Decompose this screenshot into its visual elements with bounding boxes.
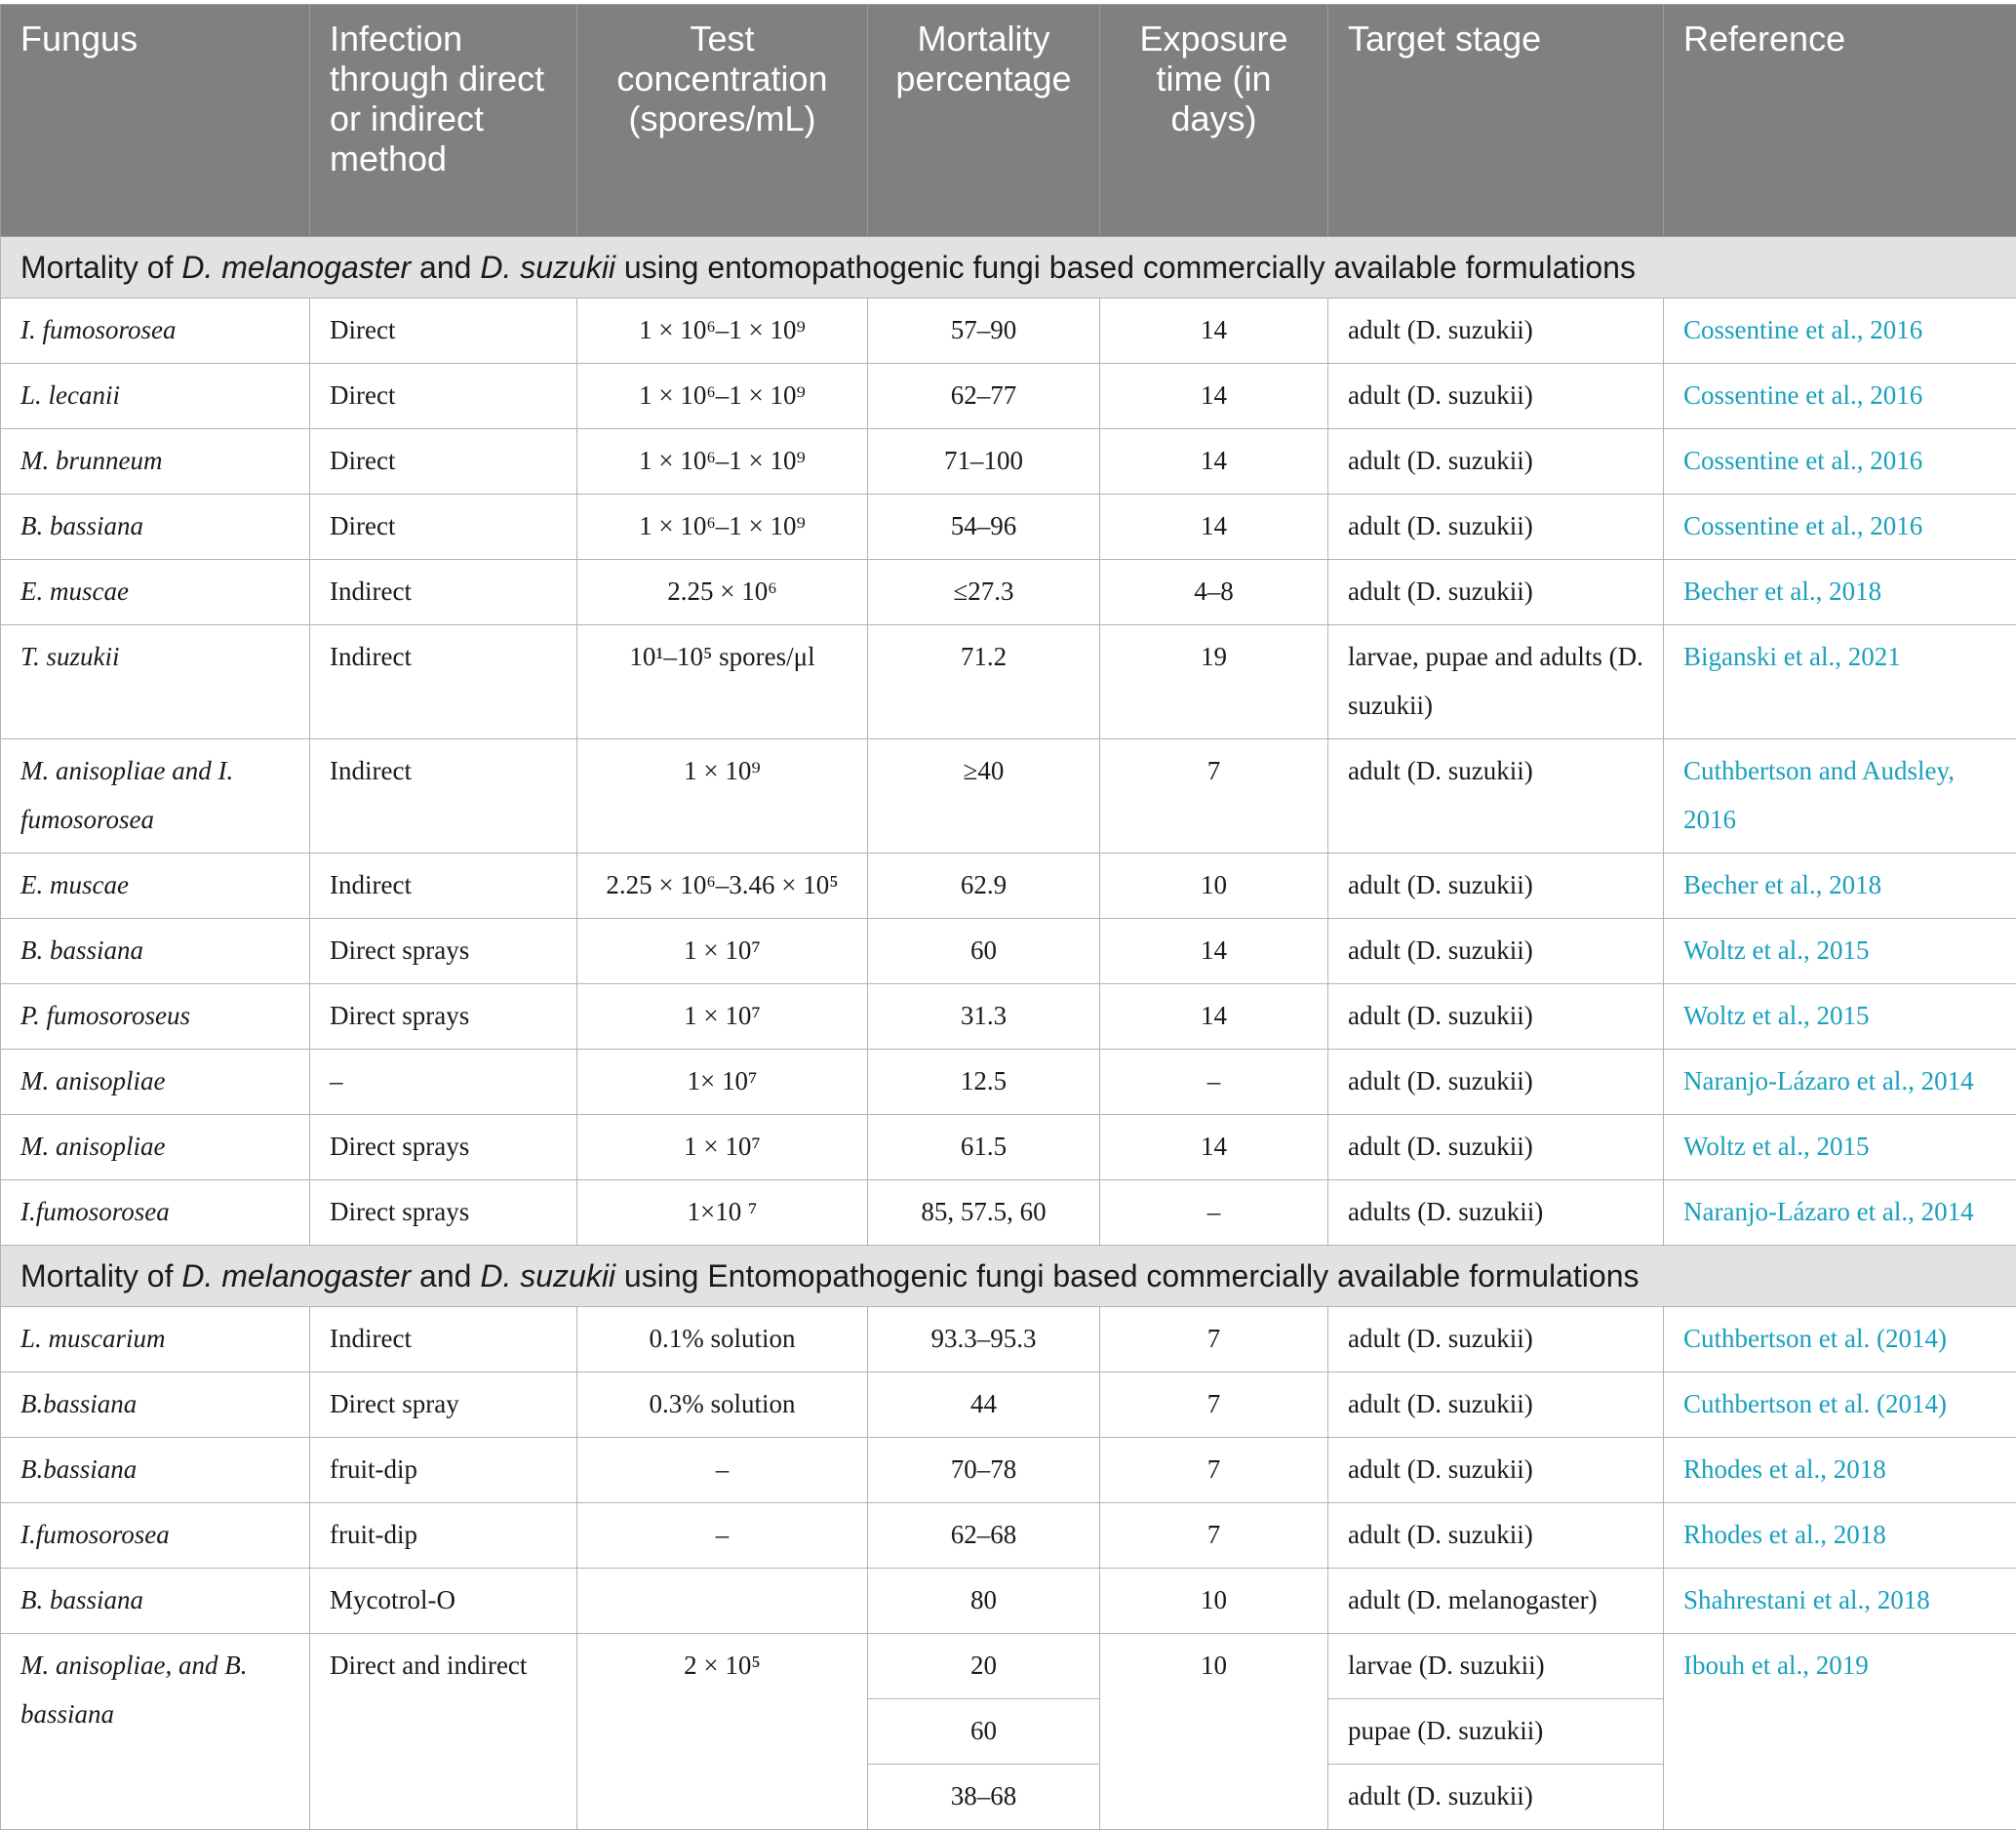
cell-fungus: B. bassiana — [1, 495, 310, 560]
cell-concentration: 1 × 10⁶–1 × 10⁹ — [577, 429, 868, 495]
reference-link[interactable]: Cuthbertson and Audsley, 2016 — [1664, 739, 2016, 854]
cell-target: adult (D. suzukii) — [1328, 1050, 1664, 1115]
cell-method: Direct and indirect — [310, 1634, 577, 1830]
cell-fungus: I.fumosorosea — [1, 1180, 310, 1246]
cell-mortality: 54–96 — [868, 495, 1100, 560]
cell-concentration: 1 × 10⁹ — [577, 739, 868, 854]
table-row — [1, 1180, 2016, 1246]
cell-exposure: 14 — [1100, 364, 1328, 429]
cell-concentration: 1 × 10⁶–1 × 10⁹ — [577, 495, 868, 560]
section-title-1 — [1, 237, 2016, 298]
cell-mortality: 60 — [868, 1699, 1100, 1765]
section-title-text: and — [411, 250, 480, 285]
table-row — [1, 1438, 2016, 1503]
cell-method: Direct — [310, 298, 577, 364]
table-row — [1, 1503, 2016, 1569]
cell-fungus: M. brunneum — [1, 429, 310, 495]
table-row — [1, 854, 2016, 919]
cell-mortality: 38–68 — [868, 1765, 1100, 1830]
header-target-stage: Target stage — [1328, 5, 1664, 237]
cell-method: fruit-dip — [310, 1503, 577, 1569]
reference-link[interactable]: Cossentine et al., 2016 — [1664, 364, 2016, 429]
reference-link[interactable]: Ibouh et al., 2019 — [1664, 1634, 2016, 1830]
cell-target: adult (D. suzukii) — [1328, 1307, 1664, 1372]
cell-concentration: 1 × 10⁷ — [577, 984, 868, 1050]
table-row — [1, 495, 2016, 560]
cell-target: larvae (D. suzukii) — [1328, 1634, 1664, 1699]
section-title-text: and — [411, 1258, 480, 1293]
cell-target: adult (D. suzukii) — [1328, 429, 1664, 495]
cell-method: Direct spray — [310, 1372, 577, 1438]
cell-concentration: 2.25 × 10⁶–3.46 × 10⁵ — [577, 854, 868, 919]
cell-mortality: 62–77 — [868, 364, 1100, 429]
section-title-text: Mortality of — [20, 1258, 181, 1293]
cell-concentration: 10¹–10⁵ spores/μl — [577, 625, 868, 739]
cell-mortality: 85, 57.5, 60 — [868, 1180, 1100, 1246]
cell-target: adult (D. suzukii) — [1328, 364, 1664, 429]
section-title-text: using entomopathogenic fungi based commercially available formulations — [615, 250, 1636, 285]
cell-fungus: P. fumosoroseus — [1, 984, 310, 1050]
cell-mortality: 31.3 — [868, 984, 1100, 1050]
cell-fungus: L. muscarium — [1, 1307, 310, 1372]
cell-target: pupae (D. suzukii) — [1328, 1699, 1664, 1765]
cell-exposure: 7 — [1100, 1503, 1328, 1569]
cell-fungus: M. anisopliae — [1, 1050, 310, 1115]
cell-target: adult (D. suzukii) — [1328, 854, 1664, 919]
cell-fungus: E. muscae — [1, 560, 310, 625]
table-row — [1, 298, 2016, 364]
cell-target: adult (D. suzukii) — [1328, 1438, 1664, 1503]
section-title-2 — [1, 1246, 2016, 1307]
table-row — [1, 364, 2016, 429]
cell-exposure: 7 — [1100, 1438, 1328, 1503]
section-species-1: D. melanogaster — [181, 1258, 411, 1293]
cell-concentration: 0.3% solution — [577, 1372, 868, 1438]
cell-mortality: 93.3–95.3 — [868, 1307, 1100, 1372]
header-reference: Reference — [1664, 5, 2016, 237]
section-species-2: D. suzukii — [480, 1258, 615, 1293]
cell-fungus: B. bassiana — [1, 1569, 310, 1634]
cell-exposure: 14 — [1100, 495, 1328, 560]
cell-concentration: 2 × 10⁵ — [577, 1634, 868, 1830]
cell-fungus: M. anisopliae — [1, 1115, 310, 1180]
cell-exposure: 7 — [1100, 1307, 1328, 1372]
reference-link[interactable]: Shahrestani et al., 2018 — [1664, 1569, 2016, 1634]
reference-link[interactable]: Rhodes et al., 2018 — [1664, 1438, 2016, 1503]
cell-fungus: E. muscae — [1, 854, 310, 919]
cell-method: Indirect — [310, 739, 577, 854]
reference-link[interactable]: Woltz et al., 2015 — [1664, 1115, 2016, 1180]
cell-target: adult (D. suzukii) — [1328, 495, 1664, 560]
cell-exposure: 14 — [1100, 429, 1328, 495]
cell-target: adult (D. suzukii) — [1328, 298, 1664, 364]
cell-method: Direct — [310, 495, 577, 560]
cell-concentration: – — [577, 1438, 868, 1503]
cell-exposure: 14 — [1100, 298, 1328, 364]
cell-method: Indirect — [310, 1307, 577, 1372]
cell-mortality: 57–90 — [868, 298, 1100, 364]
reference-link[interactable]: Cuthbertson et al. (2014) — [1664, 1307, 2016, 1372]
cell-exposure: 10 — [1100, 854, 1328, 919]
cell-exposure: 7 — [1100, 739, 1328, 854]
reference-link[interactable]: Woltz et al., 2015 — [1664, 919, 2016, 984]
cell-concentration: – — [577, 1503, 868, 1569]
cell-fungus: B. bassiana — [1, 919, 310, 984]
cell-method: Mycotrol-O — [310, 1569, 577, 1634]
cell-method: Direct sprays — [310, 919, 577, 984]
cell-mortality: ≥40 — [868, 739, 1100, 854]
section-title-text: using Entomopathogenic fungi based commercially available formulations — [615, 1258, 1639, 1293]
reference-link[interactable]: Cossentine et al., 2016 — [1664, 495, 2016, 560]
header-mortality-percentage: Mortality percentage — [868, 5, 1100, 237]
section-species-2: D. suzukii — [480, 250, 615, 285]
table-row — [1, 919, 2016, 984]
cell-mortality: 61.5 — [868, 1115, 1100, 1180]
header-infection-method: Infection through direct or indirect method — [310, 5, 577, 237]
cell-target: adult (D. suzukii) — [1328, 984, 1664, 1050]
cell-fungus: M. anisopliae and I. fumosorosea — [1, 739, 310, 854]
reference-link[interactable]: Rhodes et al., 2018 — [1664, 1503, 2016, 1569]
cell-target: adult (D. suzukii) — [1328, 560, 1664, 625]
section-title-text: Mortality of — [20, 250, 181, 285]
cell-fungus: T. suzukii — [1, 625, 310, 739]
cell-fungus: B.bassiana — [1, 1372, 310, 1438]
cell-mortality: 71.2 — [868, 625, 1100, 739]
reference-link[interactable]: Cossentine et al., 2016 — [1664, 298, 2016, 364]
cell-fungus: I. fumosorosea — [1, 298, 310, 364]
cell-fungus: B.bassiana — [1, 1438, 310, 1503]
cell-fungus: L. lecanii — [1, 364, 310, 429]
header-row — [1, 5, 2016, 237]
cell-target: adult (D. melanogaster) — [1328, 1569, 1664, 1634]
table-row — [1, 1307, 2016, 1372]
cell-exposure: 4–8 — [1100, 560, 1328, 625]
cell-exposure: 14 — [1100, 1115, 1328, 1180]
table-row — [1, 1569, 2016, 1634]
section-row-2 — [1, 1246, 2016, 1307]
cell-method: – — [310, 1050, 577, 1115]
table-row — [1, 625, 2016, 739]
cell-method: Direct sprays — [310, 984, 577, 1050]
cell-mortality: ≤27.3 — [868, 560, 1100, 625]
cell-concentration: 1 × 10⁷ — [577, 1115, 868, 1180]
reference-link[interactable]: Cossentine et al., 2016 — [1664, 429, 2016, 495]
cell-concentration: 1 × 10⁶–1 × 10⁹ — [577, 364, 868, 429]
cell-method: Indirect — [310, 854, 577, 919]
cell-concentration: 0.1% solution — [577, 1307, 868, 1372]
cell-concentration: 1× 10⁷ — [577, 1050, 868, 1115]
reference-link[interactable]: Becher et al., 2018 — [1664, 560, 2016, 625]
cell-concentration — [577, 1569, 868, 1634]
cell-concentration: 1 × 10⁷ — [577, 919, 868, 984]
cell-target: adult (D. suzukii) — [1328, 919, 1664, 984]
cell-method: Direct — [310, 429, 577, 495]
cell-method: Direct sprays — [310, 1180, 577, 1246]
table-row — [1, 560, 2016, 625]
cell-exposure: – — [1100, 1180, 1328, 1246]
cell-method: Indirect — [310, 625, 577, 739]
section-row-1 — [1, 237, 2016, 298]
cell-target: adult (D. suzukii) — [1328, 1115, 1664, 1180]
cell-target: adult (D. suzukii) — [1328, 1765, 1664, 1830]
cell-method: Indirect — [310, 560, 577, 625]
cell-target: larvae, pupae and adults (D. suzukii) — [1328, 625, 1664, 739]
header-fungus: Fungus — [1, 5, 310, 237]
reference-link[interactable]: Becher et al., 2018 — [1664, 854, 2016, 919]
cell-concentration: 1 × 10⁶–1 × 10⁹ — [577, 298, 868, 364]
cell-exposure: 19 — [1100, 625, 1328, 739]
cell-exposure: – — [1100, 1050, 1328, 1115]
table-row — [1, 1050, 2016, 1115]
cell-method: Direct — [310, 364, 577, 429]
cell-mortality: 44 — [868, 1372, 1100, 1438]
cell-exposure: 10 — [1100, 1634, 1328, 1830]
reference-link[interactable]: Cuthbertson et al. (2014) — [1664, 1372, 2016, 1438]
table-row — [1, 429, 2016, 495]
cell-target: adult (D. suzukii) — [1328, 1372, 1664, 1438]
cell-exposure: 14 — [1100, 984, 1328, 1050]
cell-method: Direct sprays — [310, 1115, 577, 1180]
reference-link[interactable]: Woltz et al., 2015 — [1664, 984, 2016, 1050]
cell-fungus: M. anisopliae, and B. bassiana — [1, 1634, 310, 1830]
cell-mortality: 62–68 — [868, 1503, 1100, 1569]
table-row — [1, 1115, 2016, 1180]
cell-mortality: 62.9 — [868, 854, 1100, 919]
cell-target: adult (D. suzukii) — [1328, 1503, 1664, 1569]
cell-mortality: 12.5 — [868, 1050, 1100, 1115]
cell-method: fruit-dip — [310, 1438, 577, 1503]
cell-exposure: 14 — [1100, 919, 1328, 984]
cell-target: adult (D. suzukii) — [1328, 739, 1664, 854]
fungi-mortality-table — [0, 4, 2016, 1830]
cell-mortality: 71–100 — [868, 429, 1100, 495]
cell-fungus: I.fumosorosea — [1, 1503, 310, 1569]
cell-mortality: 70–78 — [868, 1438, 1100, 1503]
table-row — [1, 984, 2016, 1050]
table-row — [1, 1634, 2016, 1699]
cell-concentration: 2.25 × 10⁶ — [577, 560, 868, 625]
cell-exposure: 7 — [1100, 1372, 1328, 1438]
cell-exposure: 10 — [1100, 1569, 1328, 1634]
cell-concentration: 1×10 ⁷ — [577, 1180, 868, 1246]
reference-link[interactable]: Biganski et al., 2021 — [1664, 625, 2016, 739]
table-row — [1, 1372, 2016, 1438]
cell-mortality: 60 — [868, 919, 1100, 984]
header-exposure-time: Exposure time (in days) — [1100, 5, 1328, 237]
header-test-concentration: Test concentration (spores/mL) — [577, 5, 868, 237]
cell-mortality: 20 — [868, 1634, 1100, 1699]
table-row — [1, 739, 2016, 854]
cell-mortality: 80 — [868, 1569, 1100, 1634]
reference-link[interactable]: Naranjo-Lázaro et al., 2014 — [1664, 1050, 2016, 1115]
cell-target: adults (D. suzukii) — [1328, 1180, 1664, 1246]
section-species-1: D. melanogaster — [181, 250, 411, 285]
reference-link[interactable]: Naranjo-Lázaro et al., 2014 — [1664, 1180, 2016, 1246]
